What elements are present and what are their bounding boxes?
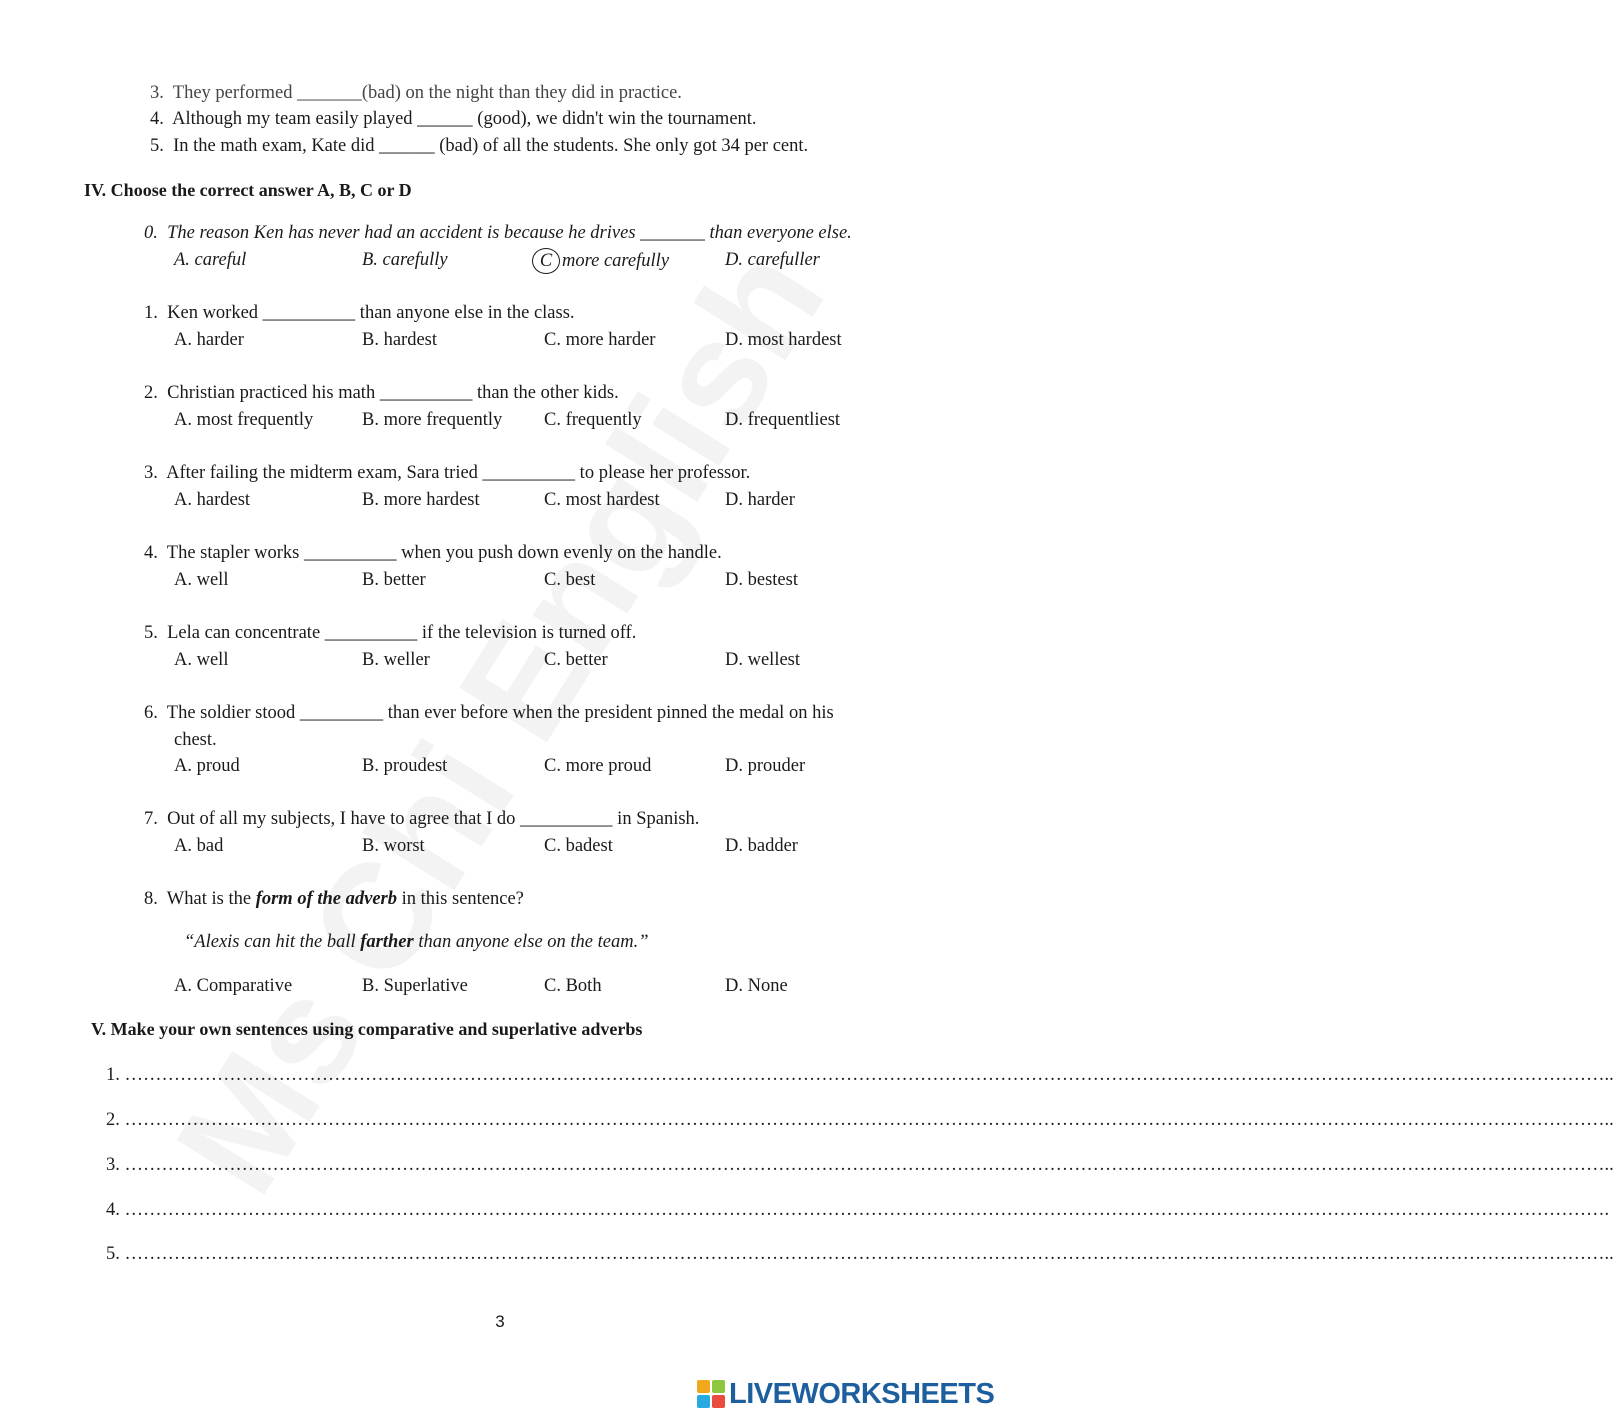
question-text: After failing the midterm exam, Sara tried __________ to please her professor. (166, 463, 751, 483)
question-3 (144, 462, 750, 484)
example-number: 0. (144, 223, 158, 243)
option-a: A. Comparative (174, 976, 293, 996)
logo-tile (712, 1395, 725, 1408)
option-c: C. better (544, 650, 608, 670)
option-d: D. None (725, 976, 788, 996)
section3-item-5 (150, 135, 808, 157)
option-c: C. frequently (544, 410, 642, 430)
example-option-a: A. careful (174, 250, 247, 270)
option-c: C. more harder (544, 330, 656, 350)
quote-pre: “Alexis can hit the ball (184, 932, 361, 952)
option-b: B. more hardest (362, 490, 480, 510)
option-c: C. best (544, 570, 596, 590)
question-text: Christian practiced his math __________ than the other kids. (167, 383, 619, 403)
quote-emphasis: farther (360, 932, 414, 952)
example-question (144, 222, 852, 244)
section4-title: IV. Choose the correct answer A, B, C or D (84, 180, 412, 200)
option-d: D. bestest (725, 570, 798, 590)
option-c: C. more proud (544, 756, 652, 776)
quote-post: than anyone else on the team.” (413, 932, 649, 952)
option-c: C. most hardest (544, 490, 660, 510)
option-a: A. well (174, 570, 229, 590)
brand-name: LIVEWORKSHEETS (729, 1377, 995, 1410)
question-number: 1. (144, 303, 158, 323)
question-emphasis: form of the adverb (255, 889, 397, 909)
option-c: C. badest (544, 836, 613, 856)
question-number: 7. (144, 809, 158, 829)
question-number: 3. (144, 463, 158, 483)
question-text: Lela can concentrate __________ if the television is turned off. (167, 623, 637, 643)
option-d: D. wellest (725, 650, 801, 670)
question-text: The stapler works __________ when you push down evenly on the handle. (166, 543, 722, 563)
option-a: A. hardest (174, 490, 251, 510)
question-number: 2. (144, 383, 158, 403)
example-option-c (539, 248, 670, 274)
question-1 (144, 302, 575, 324)
question-number: 8. (144, 889, 158, 909)
option-b: B. better (362, 570, 426, 590)
answer-line-2[interactable]: 2. …………………………………………………………………………………………………………………………………………………………………………………………………………………….. (106, 1110, 1614, 1130)
brand-footer (697, 1376, 994, 1412)
logo-tile (697, 1395, 710, 1408)
answer-line-3[interactable]: 3. …………………………………………………………………………………………………………………………………………………………………………………………………………………….. (106, 1155, 1614, 1175)
section3-item-3 (150, 82, 682, 104)
question-text-post: in this sentence? (397, 889, 524, 909)
option-d: D. harder (725, 490, 795, 510)
item-number: 4. (150, 109, 164, 129)
example-option-d: D. carefuller (725, 250, 820, 270)
option-c: C. Both (544, 976, 602, 996)
item-number: 3. (150, 83, 164, 103)
example-option-c-text: more carefully (562, 251, 670, 271)
option-a: A. well (174, 650, 229, 670)
option-a: A. harder (174, 330, 244, 350)
question-text: Ken worked __________ than anyone else in the class. (167, 303, 575, 323)
example-text: The reason Ken has never had an accident is because he drives _______ than everyone else. (167, 223, 852, 243)
question-2 (144, 382, 619, 404)
option-d: D. most hardest (725, 330, 842, 350)
option-b: B. more frequently (362, 410, 503, 430)
section3-item-4 (150, 108, 757, 130)
question-6-continuation: chest. (174, 730, 217, 750)
page-number: 3 (495, 1312, 505, 1331)
question-8-quote (184, 931, 649, 953)
option-d: D. frequentliest (725, 410, 841, 430)
question-number: 6. (144, 703, 158, 723)
liveworksheets-logo-icon (697, 1380, 725, 1408)
answer-line-1[interactable]: 1. …………………………………………………………………………………………………………………………………………………………………………………………………………………….. (106, 1065, 1614, 1085)
question-5 (144, 622, 636, 644)
logo-tile (697, 1380, 710, 1393)
question-7 (144, 808, 699, 830)
option-b: B. hardest (362, 330, 438, 350)
option-a: A. bad (174, 836, 224, 856)
option-b: B. Superlative (362, 976, 468, 996)
example-option-b: B. carefully (362, 250, 448, 270)
question-number: 4. (144, 543, 158, 563)
question-number: 5. (144, 623, 158, 643)
answer-line-5[interactable]: 5. …………………………………………………………………………………………………………………………………………………………………………………………………………………….. (106, 1244, 1614, 1264)
item-text: They performed _______(bad) on the night than they did in practice. (172, 83, 682, 103)
question-6 (144, 702, 834, 724)
option-d: D. prouder (725, 756, 806, 776)
option-a: A. most frequently (174, 410, 314, 430)
item-text: In the math exam, Kate did ______ (bad) of all the students. She only got 34 per cent. (173, 136, 809, 156)
option-b: B. worst (362, 836, 425, 856)
question-8 (144, 888, 524, 910)
option-a: A. proud (174, 756, 240, 776)
answer-line-4[interactable]: 4. ……………………………………………………………………………………………………………………………………………………………………………………………………………………. (106, 1200, 1610, 1220)
question-4 (144, 542, 722, 564)
logo-tile (712, 1380, 725, 1393)
question-text: The soldier stood _________ than ever before when the president pinned the medal on his (166, 703, 834, 723)
option-b: B. proudest (362, 756, 448, 776)
question-text: Out of all my subjects, I have to agree that I do __________ in Spanish. (167, 809, 700, 829)
option-d: D. badder (725, 836, 798, 856)
section5-title: V. Make your own sentences using comparative and superlative adverbs (91, 1019, 643, 1039)
option-b: B. weller (362, 650, 430, 670)
circled-answer: C (532, 248, 560, 274)
item-text: Although my team easily played ______ (good), we didn't win the tournament. (172, 109, 757, 129)
item-number: 5. (150, 136, 164, 156)
question-text-pre: What is the (166, 889, 256, 909)
